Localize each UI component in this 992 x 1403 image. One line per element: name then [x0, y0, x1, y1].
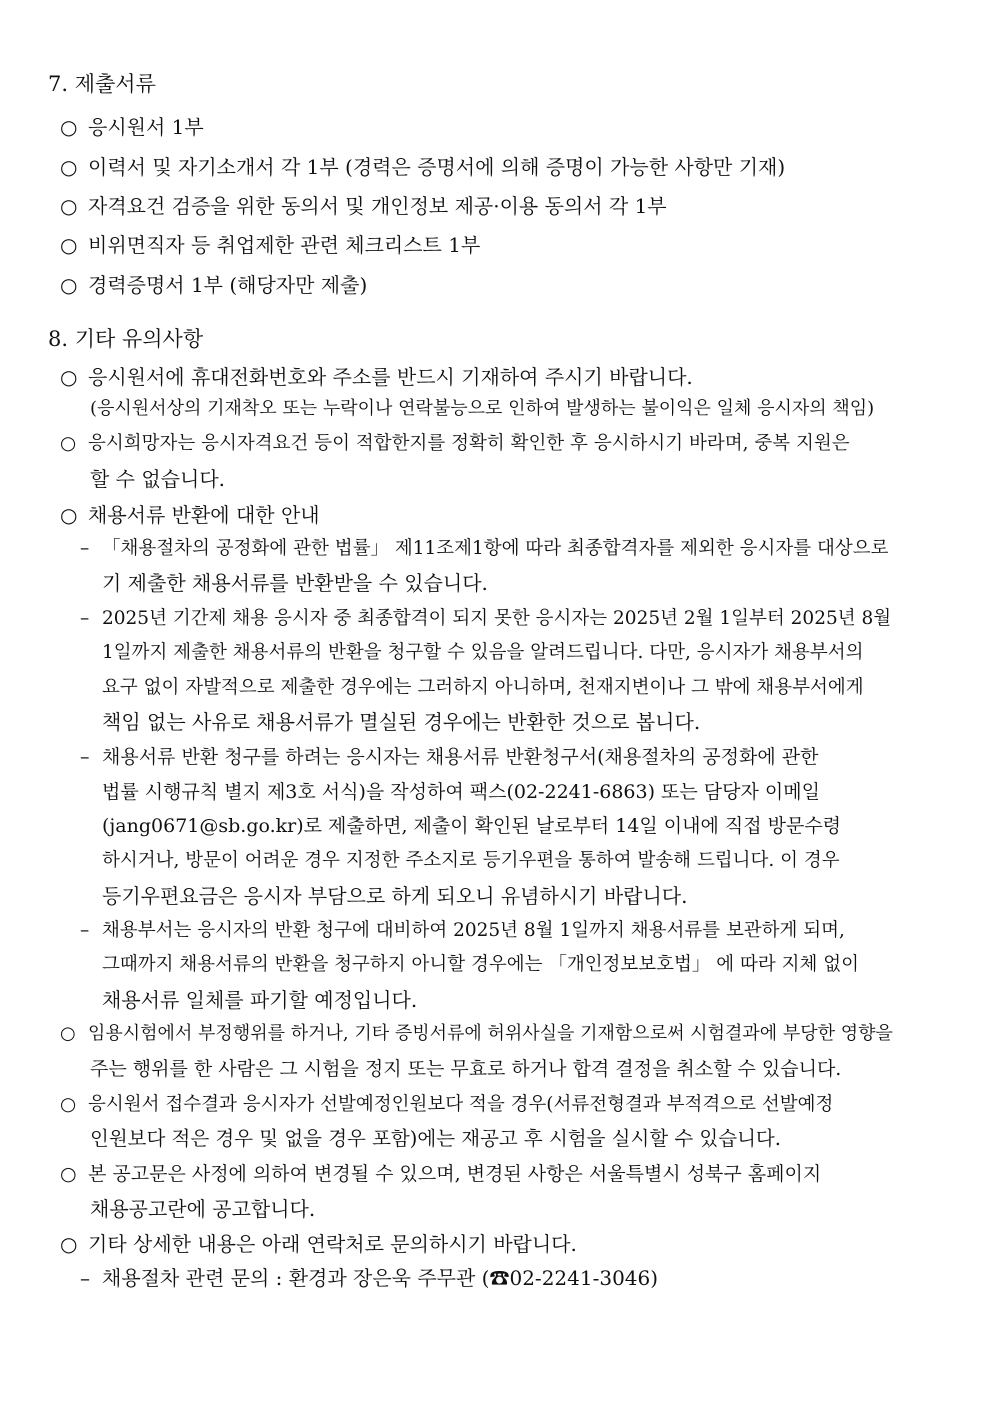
list-item: ○ 응시희망자는 응시자격요건 등이 적합한지를 정확히 확인한 후 응시하시기 바라며, 중복 지원은 [60, 433, 850, 454]
sub-item-continuation: 요구 없이 자발적으로 제출한 경우에는 그러하지 아니하며, 천재지변이나 그 밖에 채용부서에게 [102, 677, 864, 698]
phone-icon: ☎ [489, 1266, 510, 1290]
circle-bullet-icon: ○ [60, 503, 78, 527]
circle-bullet-icon: ○ [60, 365, 78, 389]
sub-item-continuation: 기 제출한 채용서류를 반환받을 수 있습니다. [102, 571, 488, 595]
dash-bullet-icon: – [80, 920, 90, 941]
circle-bullet-icon: ○ [60, 273, 78, 297]
sub-item-continuation: (jang0671@sb.go.kr)로 제출하면, 제출이 확인된 날로부터 14일 이내에 직접 방문수령 [102, 815, 842, 837]
dash-bullet-icon: – [80, 1266, 90, 1290]
circle-bullet-icon: ○ [60, 233, 78, 257]
sub-item-continuation: 채용서류 일체를 파기할 예정입니다. [102, 988, 418, 1012]
circle-bullet-icon: ○ [60, 194, 78, 218]
circle-bullet-icon: ○ [60, 115, 78, 139]
list-item: ○ 응시원서에 휴대전화번호와 주소를 반드시 기재하여 주시기 바랍니다. [60, 365, 693, 389]
list-item: ○ 응시원서 1부 [60, 115, 204, 139]
circle-bullet-icon: ○ [60, 155, 78, 179]
list-item: ○ 비위면직자 등 취업제한 관련 체크리스트 1부 [60, 233, 481, 257]
circle-bullet-icon: ○ [60, 1163, 77, 1185]
circle-bullet-icon: ○ [60, 433, 77, 454]
list-item: ○ 채용서류 반환에 대한 안내 [60, 503, 320, 527]
dash-bullet-icon: – [80, 746, 90, 768]
circle-bullet-icon: ○ [60, 1232, 78, 1256]
list-item: ○ 경력증명서 1부 (해당자만 제출) [60, 273, 368, 297]
section-8-title: 8. 기타 유의사항 [48, 327, 204, 351]
sub-item-continuation: 하시거나, 방문이 어려운 경우 지정한 주소지로 등기우편을 통하여 발송해 드립니다. 이 경우 [102, 850, 840, 871]
sub-item: – 2025년 기간제 채용 응시자 중 최종합격이 되지 못한 응시자는 2025년 2월 1일부터 2025년 8월 [80, 608, 892, 629]
list-item: ○ 임용시험에서 부정행위를 하거나, 기타 증빙서류에 허위사실을 기재함으로써 시험결과에 부당한 영향을 [60, 1023, 893, 1044]
list-item: ○ 기타 상세한 내용은 아래 연락처로 문의하시기 바랍니다. [60, 1232, 577, 1256]
sub-item-continuation: 등기우편요금은 응시자 부담으로 하게 되오니 유념하시기 바랍니다. [102, 884, 688, 908]
dash-bullet-icon: – [80, 608, 90, 629]
list-item: ○ 자격요건 검증을 위한 동의서 및 개인정보 제공·이용 동의서 각 1부 [60, 194, 667, 218]
list-item-continuation: (응시원서상의 기재착오 또는 누락이나 연락불능으로 인하여 발생하는 불이익은 일체 응시자의 책임) [90, 398, 875, 419]
list-item: ○ 응시원서 접수결과 응시자가 선발예정인원보다 적을 경우(서류전형결과 부적격으로 선발예정 [60, 1094, 834, 1115]
list-item-continuation: 주는 행위를 한 사람은 그 시험을 정지 또는 무효로 하거나 합격 결정을 취소할 수 있습니다. [90, 1058, 842, 1080]
list-item: ○ 이력서 및 자기소개서 각 1부 (경력은 증명서에 의해 증명이 가능한 사항만 기재) [60, 155, 786, 179]
sub-item-continuation: 책임 없는 사유로 채용서류가 멸실된 경우에는 반환한 것으로 봅니다. [102, 710, 701, 734]
circle-bullet-icon: ○ [60, 1094, 77, 1115]
section-7-title: 7. 제출서류 [48, 72, 156, 96]
list-item-continuation: 할 수 없습니다. [90, 467, 225, 491]
sub-item: – 「채용절차의 공정화에 관한 법률」 제11조제1항에 따라 최종합격자를 제외한 응시자를 대상으로 [80, 538, 889, 559]
circle-bullet-icon: ○ [60, 1023, 76, 1044]
sub-item-continuation: 그때까지 채용서류의 반환을 청구하지 아니할 경우에는 「개인정보보호법」 에 따라 지체 없이 [102, 954, 860, 975]
list-item-continuation: 인원보다 적은 경우 및 없을 경우 포함)에는 재공고 후 시험을 실시할 수 있습니다. [90, 1127, 781, 1150]
sub-item: – 채용서류 반환 청구를 하려는 응시자는 채용서류 반환청구서(채용절차의 공정화에 관한 [80, 746, 819, 768]
sub-item: – 채용절차 관련 문의 : 환경과 장은욱 주무관 (☎02-2241-3046) [80, 1266, 659, 1290]
list-item-continuation: 채용공고란에 공고합니다. [90, 1197, 316, 1221]
dash-bullet-icon: – [80, 538, 90, 559]
sub-item: – 채용부서는 응시자의 반환 청구에 대비하여 2025년 8월 1일까지 채용서류를 보관하게 되며, [80, 920, 845, 941]
sub-item-continuation: 1일까지 제출한 채용서류의 반환을 청구할 수 있음을 알려드립니다. 다만, 응시자가 채용부서의 [102, 642, 864, 663]
sub-item-continuation: 법률 시행규칙 별지 제3호 서식)을 작성하여 팩스(02-2241-6863) 또는 담당자 이메일 [102, 781, 820, 803]
contact-phone: 02-2241-3046) [509, 1266, 659, 1290]
list-item: ○ 본 공고문은 사정에 의하여 변경될 수 있으며, 변경된 사항은 서울특별시 성북구 홈페이지 [60, 1163, 822, 1185]
